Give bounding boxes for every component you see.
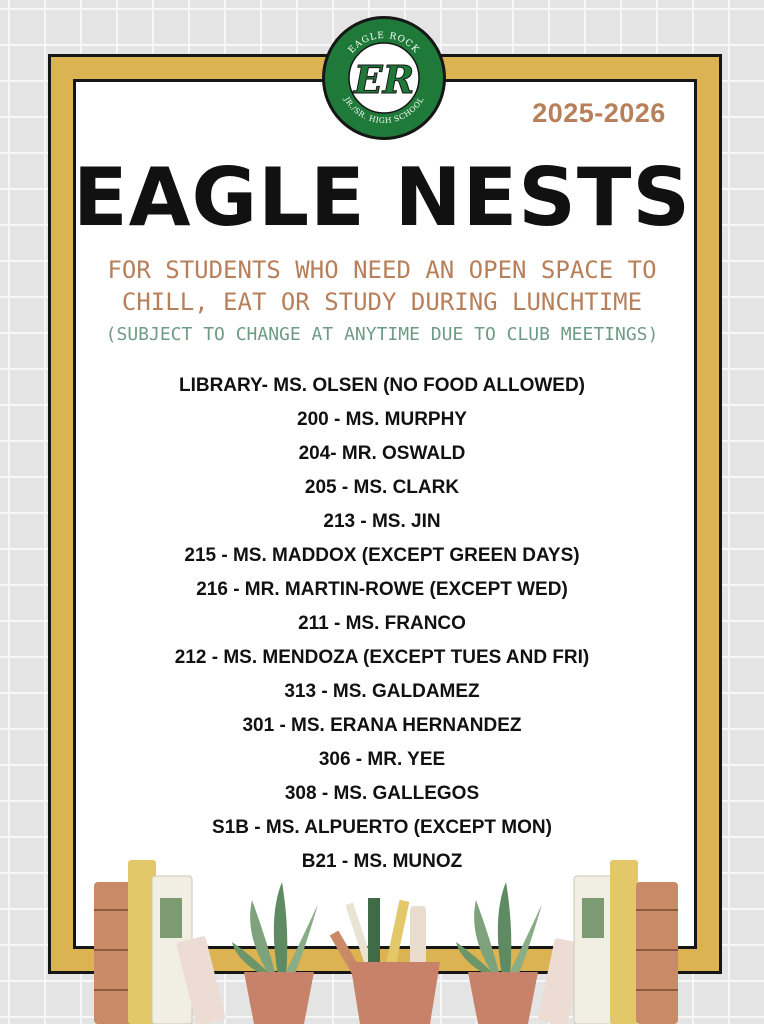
books-stack-icon xyxy=(94,860,226,1024)
books-stack-icon xyxy=(538,860,678,1024)
room-item: S1B - MS. ALPUERTO (EXCEPT MON) xyxy=(212,817,552,838)
room-list xyxy=(0,369,764,879)
room-item: 301 - MS. ERANA HERNANDEZ xyxy=(242,715,522,736)
room-item: LIBRARY- MS. OLSEN (NO FOOD ALLOWED) xyxy=(178,375,585,396)
subtitle-note: (SUBJECT TO CHANGE AT ANYTIME DUE TO CLUB MEETINGS) xyxy=(105,324,659,345)
decor-illustration xyxy=(0,846,764,1024)
subtitle-line-1: FOR STUDENTS WHO NEED AN OPEN SPACE TO xyxy=(107,256,657,284)
room-item: 204- MR. OSWALD xyxy=(298,443,466,464)
logo-monogram: ER xyxy=(353,57,415,102)
room-item: 216 - MR. MARTIN-ROWE (EXCEPT WED) xyxy=(196,579,568,600)
room-item: 205 - MS. CLARK xyxy=(304,477,460,498)
room-item: 306 - MR. YEE xyxy=(318,749,446,770)
school-year: 2025-2026 xyxy=(532,98,666,128)
room-item: 212 - MS. MENDOZA (EXCEPT TUES AND FRI) xyxy=(174,647,590,668)
logo-ring-bottom-text: JR./SR. HIGH SCHOOL xyxy=(342,95,426,126)
room-item: 308 - MS. GALLEGOS xyxy=(284,783,480,804)
room-item: 211 - MS. FRANCO xyxy=(298,613,466,634)
room-item: 200 - MS. MURPHY xyxy=(297,409,467,430)
potted-succulent-icon xyxy=(456,882,542,1024)
room-item: 313 - MS. GALDAMEZ xyxy=(284,681,480,702)
logo-ring-top-text: EAGLE ROCK xyxy=(346,30,422,56)
pencil-cup-icon xyxy=(330,898,440,1024)
poster-title: EAGLE NESTS xyxy=(72,151,692,244)
room-item: 215 - MS. MADDOX (EXCEPT GREEN DAYS) xyxy=(184,545,580,566)
school-logo xyxy=(322,16,446,140)
subtitle-line-2: CHILL, EAT OR STUDY DURING LUNCHTIME xyxy=(121,288,643,316)
room-item: 213 - MS. JIN xyxy=(323,511,441,532)
room-item: B21 - MS. MUNOZ xyxy=(301,851,463,872)
potted-succulent-icon xyxy=(232,882,318,1024)
